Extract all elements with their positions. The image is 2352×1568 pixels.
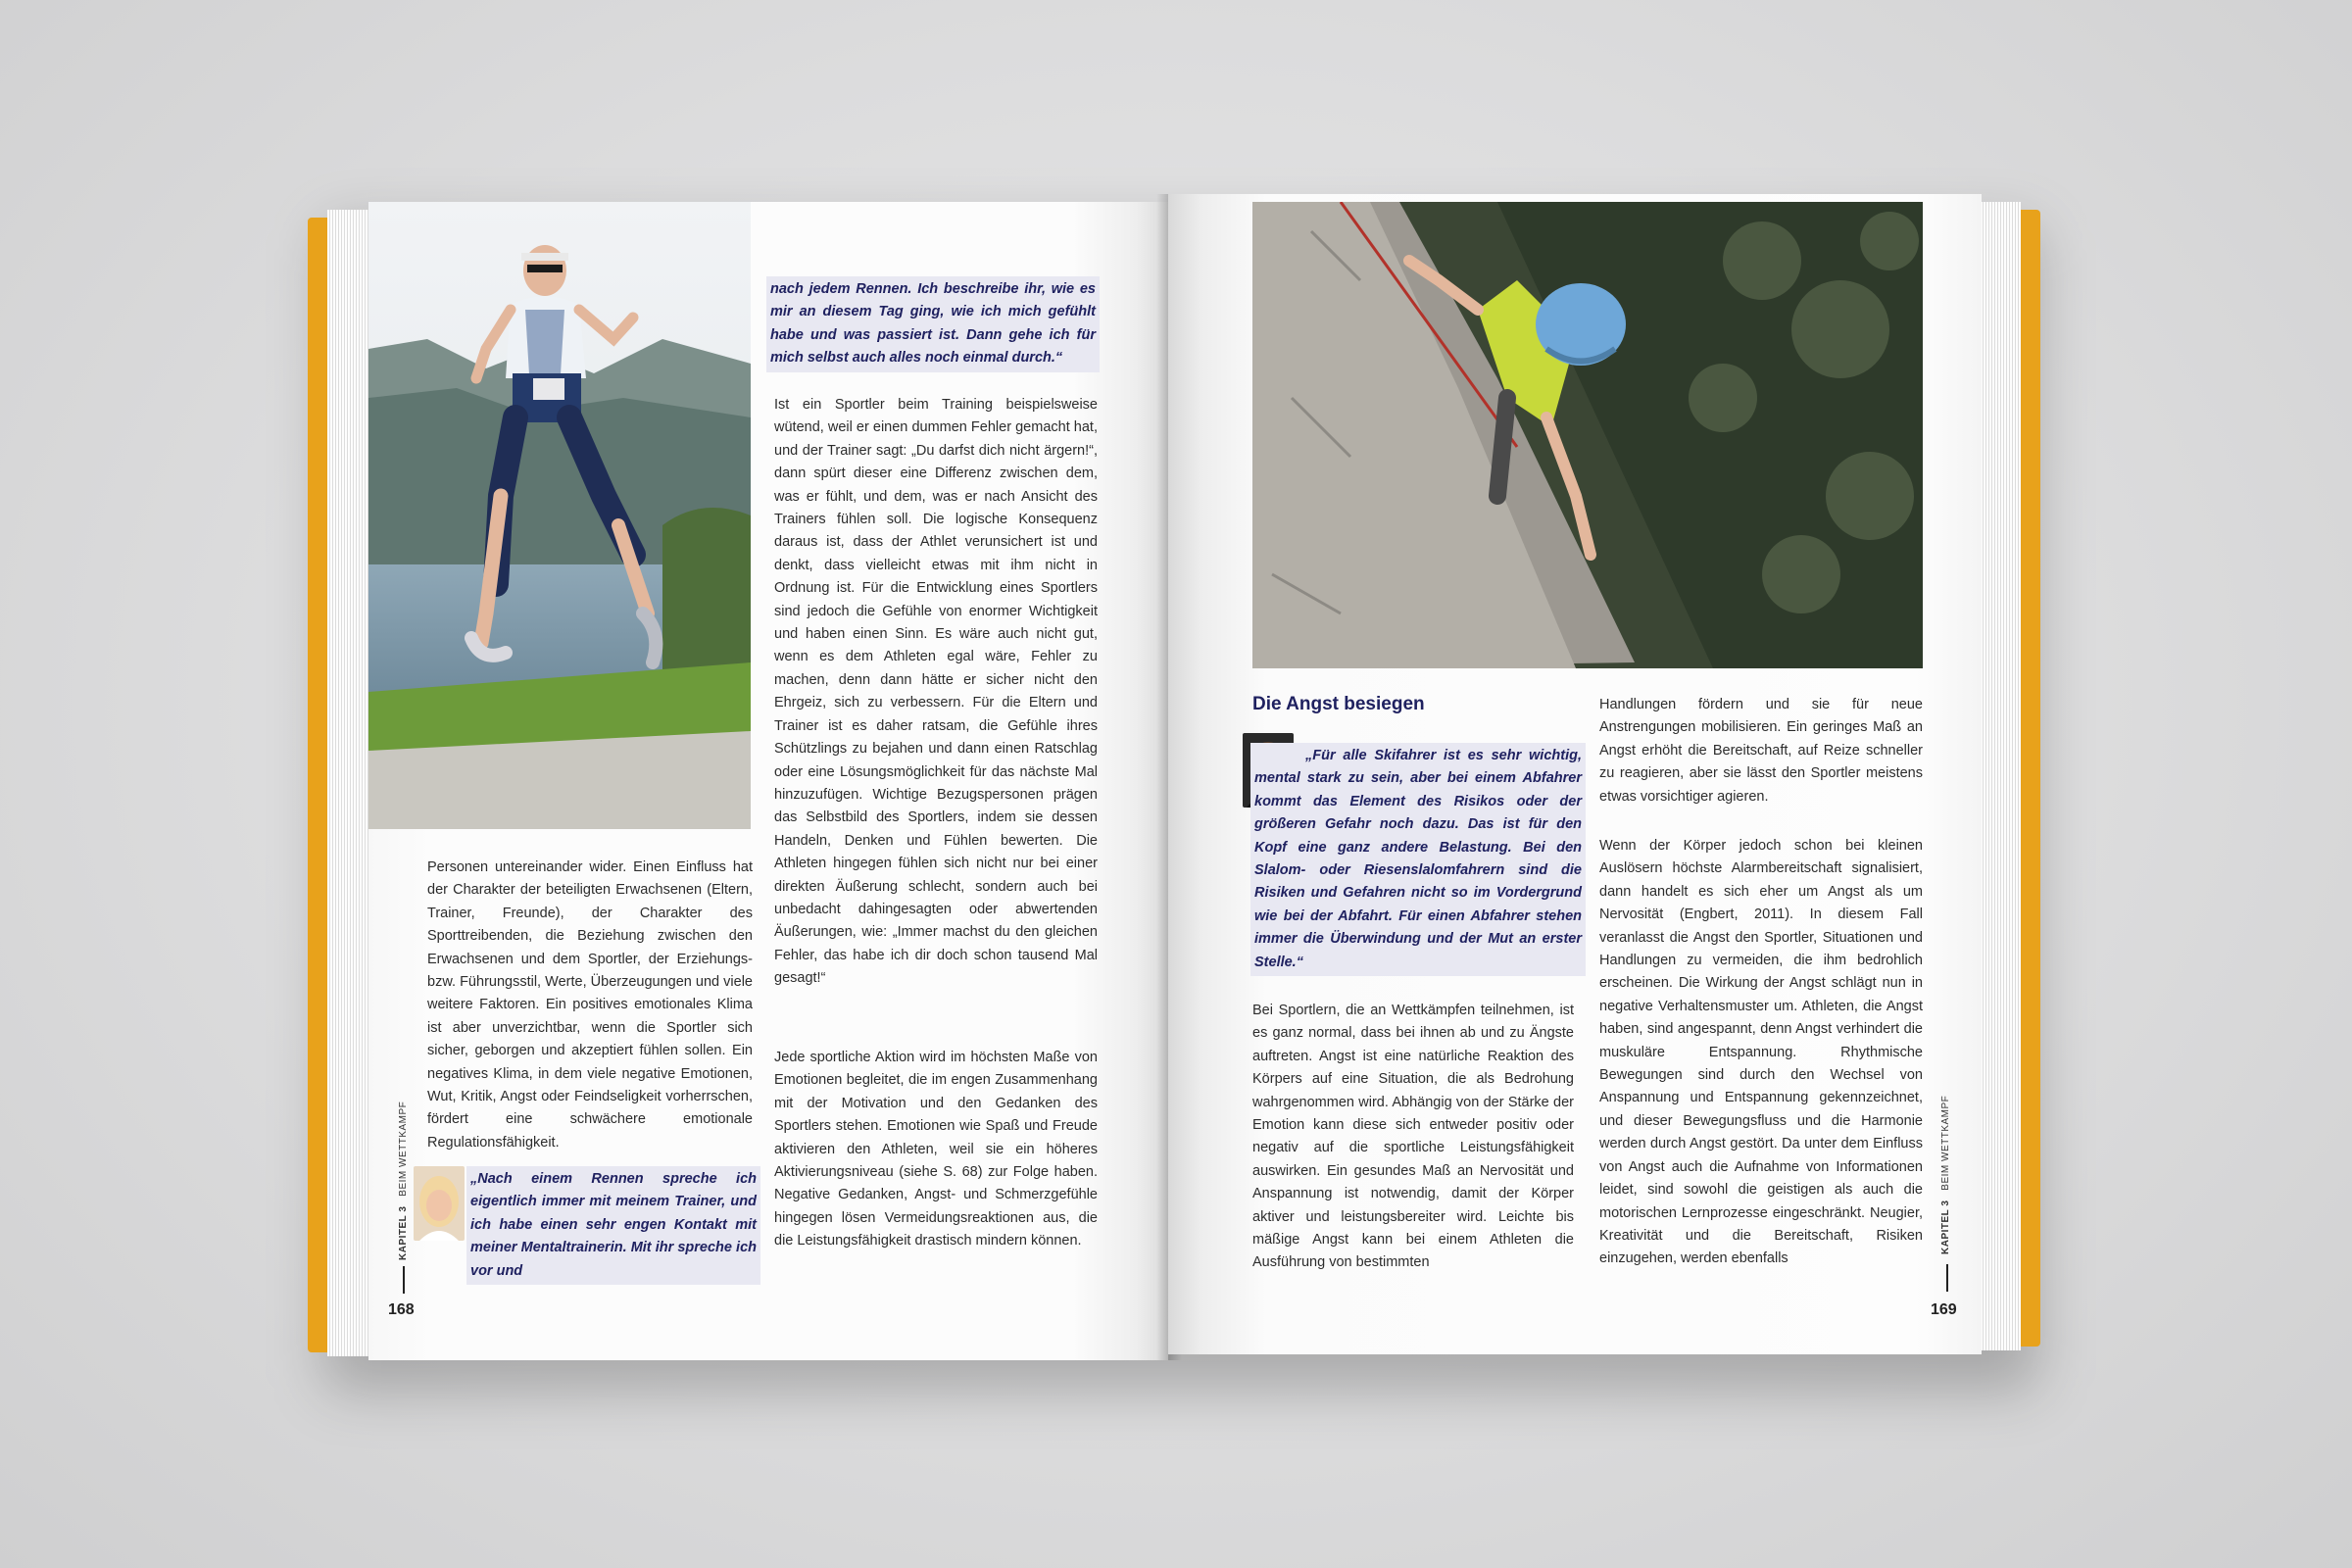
left-chapter-rule <box>403 1266 405 1294</box>
book-cover-edge-right <box>2019 210 2040 1347</box>
left-column1-text: Personen untereinander wider. Einen Einfluss hat der Charakter der beteiligten Erwachsenen (Eltern, Trainer, Freunde), der Charakter des Sporttreibenden, die Beziehung zwischen den Erwachsenen und dem Sportler, der Erziehungs- bzw. Führungsstil, Werte, Überzeugungen und viele weitere Faktoren. Ein positives emotionales Klima ist aber unverzichtbar, wenn die Sportler sich sicher, geborgen und akzeptiert fühlen sollen. Ein negatives Klima, in dem viele negative Emotionen, Wut, Kritik, Angst oder Feindseligkeit vorherrschen, fördert eine schwächere emotionale Regulationsfähigkeit. <box>427 859 753 1151</box>
right-chapter-number: KAPITEL 3 <box>1940 1200 1951 1254</box>
page-stack-left <box>327 210 370 1356</box>
left-chapter-number: KAPITEL 3 <box>398 1205 409 1260</box>
left-quote-part2: nach jedem Rennen. Ich beschreibe ihr, wie es mir an diesem Tag ging, wie ich mich gefühlt habe und was passiert ist. Dann gehe ich für mich selbst auch alles noch einmal durch.“ <box>766 276 1100 372</box>
left-column2-para1: Ist ein Sportler beim Training beispielsweise wütend, weil er einen dummen Fehler gemacht hat, und der Trainer sagt: „Du darfst dich nicht ärgern!“, dann spürt dieser eine Differenz zwischen dem, was er fühlt, und dem, was er nach Ansicht des Trainers fühlen soll. Die logische Konsequenz daraus ist, dass der Athlet verunsichert ist und denkt, dass vielleicht etwas mit ihm nicht in Ordnung ist. Für die Entwicklung eines Sportlers sind jedoch die Gefühle von enormer Wichtigkeit und haben einen Sinn. Es wäre auch nicht gut, wenn es dem Athleten egal wäre, Fehler zu machen, denn dann hätte er sicher nicht den Ehrgeiz, sich zu verbessern. Für die Eltern und Trainer ist es daher ratsam, die Gefühle ihres Schützlings zu bejahen und dann einen Ratschlag oder eine Lösungsmöglichkeit für das nächste Mal hinzuzufügen. Wichtige Bezugspersonen prägen das Selbstbild des Sportlers, indem sie dessen Handeln, Denken und Fühlen bewerten. Die Athleten hingegen fühlen sich nicht nur bei einer direkten Äußerung schlecht, sondern auch bei unbedacht dahingesagten oder abwertenden Äußerungen, wie: „Immer machst du den gleichen Fehler, das habe ich dir doch schon tausend Mal gesagt!“ <box>774 397 1098 987</box>
left-page <box>368 202 1168 1360</box>
climber-photo <box>1252 202 1923 668</box>
right-column2-para1: Handlungen fördern und sie für neue Anstrengungen mobilisieren. Ein geringes Maß an Angst erhöht die Bereitschaft, auf Reize schneller zu reagieren, aber sie lässt den Sportler meistens etwas vorsichtiger agieren. <box>1599 697 1923 805</box>
right-chapter-topic: BEIM WETTKAMPF <box>1940 1095 1951 1191</box>
left-chapter-topic: BEIM WETTKAMPF <box>398 1101 409 1197</box>
right-page <box>1168 194 1982 1354</box>
right-chapter-rule <box>1946 1264 1948 1292</box>
left-chapter-label <box>398 1102 409 1260</box>
right-column2-para2: Wenn der Körper jedoch schon bei kleinen Auslösern höchste Alarmbereitschaft signalisiert, dann handelt es sich eher um Angst als um Nervosität (Engbert, 2011). In diesem Fall veranlasst die Angst den Sportler, Situationen und Handlungen zu vermeiden, die ihm bedrohlich erscheinen. Die Wirkung der Angst schlägt nun in negative Verhaltensmuster um. Athleten, die Angst haben, sind angespannt, denn Angst verhindert die muskuläre Entspannung. Rhythmische Bewegungen sind durch den Wechsel von Anspannung und Entspannung gekennzeichnet, und dieser Bewegungsfluss und die Harmonie werden durch Angst gestört. Da unter dem Einfluss von Angst auch die Aufnahme von Informationen leidet, sind sowohl die geistigen als auch die motorischen Lernprozesse eingeschränkt. Neugier, Kreativität und die Bereitschaft, Risiken einzugehen, werden ebenfalls <box>1599 838 1923 1267</box>
section-heading: Die Angst besiegen <box>1252 694 1425 714</box>
left-column2-para2: Jede sportliche Aktion wird im höchsten Maße von Emotionen begleitet, die im engen Zusammenhang mit der Motivation und den Gedanken des Sportlers stehen. Emotionen wie Spaß und Freude aktivieren den Athleten, weil sie ein höheres Aktivierungsniveau (siehe S. 68) zur Folge haben. Negative Gedanken, Angst- und Schmerzgefühle hingegen lösen Vermeidungsreaktionen aus, die die Leistungsfähigkeit drastisch mindern können. <box>774 1050 1098 1250</box>
right-chapter-label <box>1940 1096 1951 1254</box>
left-page-number: 168 <box>388 1301 415 1318</box>
athlete-portrait-avatar <box>414 1166 465 1241</box>
page-stack-right <box>1978 202 2021 1350</box>
runner-illustration <box>368 202 751 829</box>
book-cover-edge-left <box>308 218 329 1352</box>
right-quote: „Für alle Skifahrer ist es sehr wichtig, mental stark zu sein, aber bei einem Abfahrer kommt das Element des Risikos oder der größeren Gefahr noch dazu. Das ist für den Kopf eine ganz andere Belastung. Bei den Slalom- oder Riesenslalomfahrern sind die Risiken und Gefahren nicht so im Vordergrund wie bei der Abfahrt. Für einen Abfahrer stehen immer die Überwindung und der Mut an erster Stelle.“ <box>1250 743 1586 976</box>
runner-photo <box>368 202 751 829</box>
right-column1-text: Bei Sportlern, die an Wettkämpfen teilnehmen, ist es ganz normal, dass bei ihnen ab und zu Ängste auftreten. Angst ist eine natürliche Reaktion des Körpers auf eine Situation, die als Bedrohung wahrgenommen wird. Abhängig von der Stärke der Emotion kann diese sich entweder positiv oder negativ auf die sportliche Leistungsfähigkeit auswirken. Ein gesundes Maß an Nervosität und Anspannung ist notwendig, damit der Körper aktiver und leistungsbereiter wird. Leichte bis mäßige Angst kann bei einem Athleten die Ausführung von bestimmten <box>1252 1003 1574 1271</box>
right-page-number: 169 <box>1931 1301 1957 1318</box>
left-quote-part1: „Nach einem Rennen spreche ich eigentlich immer mit meinem Trainer, und ich habe einen sehr engen Kontakt mit meiner Mentaltrainerin. Mit ihr spreche ich vor und <box>466 1166 760 1285</box>
climber-illustration <box>1252 202 1923 668</box>
